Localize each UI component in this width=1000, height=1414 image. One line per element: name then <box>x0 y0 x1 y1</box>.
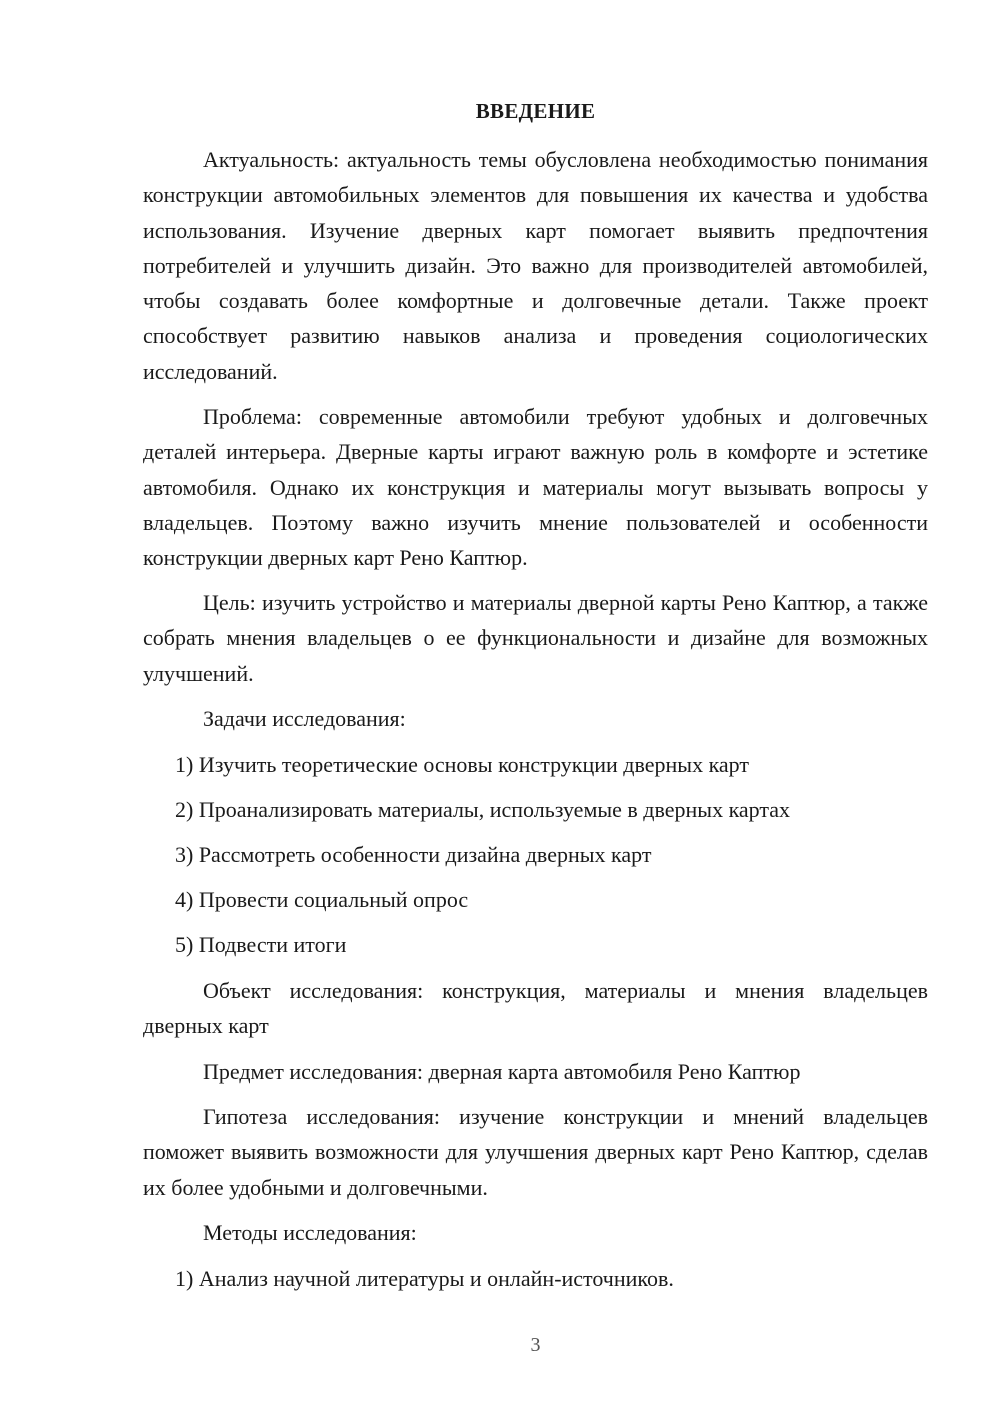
task-item-4: 4) Провести социальный опрос <box>175 887 469 912</box>
tasks-heading: Задачи исследования: <box>203 706 406 731</box>
subject-paragraph: Предмет исследования: дверная карта автомобиля Рено Каптюр <box>203 1059 801 1084</box>
task-item-3: 3) Рассмотреть особенности дизайна дверных карт <box>175 842 652 867</box>
document-page <box>143 0 928 1414</box>
methods-heading: Методы исследования: <box>203 1220 417 1245</box>
method-item-1: 1) Анализ научной литературы и онлайн-источников. <box>175 1266 674 1291</box>
task-item-2: 2) Проанализировать материалы, используемые в дверных картах <box>175 797 791 822</box>
object-paragraph: Объект исследования: конструкция, материалы и мнения владельцев дверных карт <box>143 978 928 1039</box>
problem-paragraph: Проблема: современные автомобили требуют удобных и долговечных деталей интерьера. Дверные карты играют важную роль в комфорте и эстетике автомобиля. Однако их конструкция и материалы могут вызывать вопросы у владельцев. Поэтому важно изучить мнение пользователей и особенности конструкции дверных карт Рено Каптюр. <box>143 404 928 571</box>
task-item-5: 5) Подвести итоги <box>175 932 347 957</box>
task-item-1: 1) Изучить теоретические основы конструкции дверных карт <box>175 752 750 777</box>
goal-paragraph: Цель: изучить устройство и материалы дверной карты Рено Каптюр, а также собрать мнения владельцев о ее функциональности и дизайне для возможных улучшений. <box>143 590 928 686</box>
page-title: ВВЕДЕНИЕ <box>475 99 596 123</box>
relevance-paragraph: Актуальность: актуальность темы обусловлена необходимостью понимания конструкции автомобильных элементов для повышения их качества и удобства использования. Изучение дверных карт помогает выявить предпочтения потребителей и улучшить дизайн. Это важно для производителей автомобилей, чтобы создавать более комфортные и долговечные детали. Также проект способствует развитию навыков анализа и проведения социологических исследований. <box>143 147 928 384</box>
page-number: 3 <box>530 1334 541 1356</box>
hypothesis-paragraph: Гипотеза исследования: изучение конструкции и мнений владельцев поможет выявить возможности для улучшения дверных карт Рено Каптюр, сделав их более удобными и долговечными. <box>143 1104 928 1200</box>
